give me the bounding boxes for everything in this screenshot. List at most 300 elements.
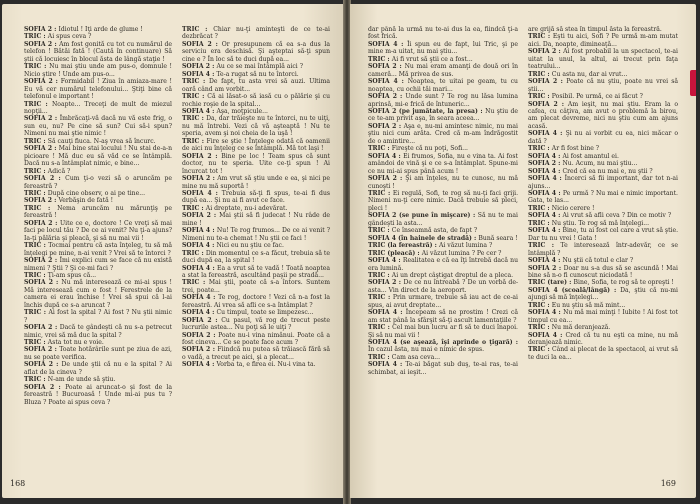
speaker-name: TRIC : bbox=[528, 33, 553, 41]
dialogue-line bbox=[368, 78, 518, 93]
dialogue-text: De unde ştii că nu e la spital ? Ai aflat de la cineva ? bbox=[24, 361, 172, 376]
speaker-name: TRIC : bbox=[24, 271, 48, 279]
speaker-name: TRIC : bbox=[24, 309, 49, 317]
dialogue-text: N-am de unde să ştiu. bbox=[47, 376, 116, 384]
dialogue-line bbox=[528, 220, 678, 227]
dialogue-line bbox=[528, 130, 678, 145]
speaker-name: TRIC : bbox=[182, 78, 210, 86]
dialogue-line bbox=[528, 145, 678, 152]
dialogue-line bbox=[368, 56, 518, 63]
dialogue-line bbox=[24, 384, 172, 406]
speaker-name: TRIC : bbox=[182, 115, 207, 123]
dialogue-text: Verbăşin de fată ! bbox=[58, 197, 114, 205]
dialogue-line bbox=[368, 309, 518, 324]
dialogue-line bbox=[368, 190, 518, 212]
speaker-name: SOFIA 4 : bbox=[182, 107, 217, 115]
speaker-name: TRIC : bbox=[182, 204, 206, 212]
speaker-name: TRIC : bbox=[528, 93, 552, 101]
speaker-name: TRIC : bbox=[368, 55, 392, 63]
dialogue-text: Fireşte că nu poţi, Sofi... bbox=[391, 145, 468, 153]
dialogue-text: Bine pe loc ! Team spus că sunt doctor, nu te speria. Uite ce-ţi spun ! Ai încurcat tot ! bbox=[182, 152, 330, 175]
dialogue-line bbox=[24, 33, 172, 40]
speaker-name: SOFIA 4 : bbox=[182, 294, 219, 302]
speaker-name: SOFIA 4 : bbox=[182, 242, 217, 250]
dialogue-text: Nu mă mai minţi ! Iubite ! Ai fost tot timpul cu ea... bbox=[528, 309, 678, 324]
dialogue-line bbox=[368, 93, 518, 108]
speaker-name: TRIC : bbox=[528, 70, 552, 78]
speaker-name: SOFIA 4 (în hainele de stradă) : bbox=[368, 234, 479, 242]
dialogue-text: Aşa, moţpicule... bbox=[216, 107, 268, 115]
dialogue-line bbox=[368, 235, 518, 242]
speaker-name: SOFIA 2 : bbox=[182, 331, 219, 339]
speaker-name: TRIC : bbox=[182, 249, 206, 257]
dialogue-text: Ei regulă, Sofi, te rog să nu-ţi faci griji. Nimeni nu-ţi cere nimic. Dacă trebuie să pleci, pleci ! bbox=[368, 189, 518, 212]
speaker-name: TRIC : bbox=[24, 100, 52, 108]
right-column-1 bbox=[368, 26, 518, 468]
speaker-name: TRIC : bbox=[182, 26, 214, 33]
dialogue-text: Da, ştiu că nu-mi ajungi să mă înţelegi... bbox=[528, 286, 678, 302]
dialogue-text: Nu ştiu de ce te-am privit aşa, în seara aceea... bbox=[368, 107, 518, 123]
speaker-name: SOFIA 4 : bbox=[368, 152, 404, 160]
dialogue-line bbox=[368, 361, 518, 376]
dialogue-line bbox=[24, 242, 172, 257]
dialogue-line bbox=[182, 63, 330, 70]
dialogue-line bbox=[368, 123, 518, 145]
dialogue-line bbox=[528, 287, 678, 302]
dialogue-line bbox=[368, 257, 518, 272]
dialogue-text: Tocmai pentru că asta înţeleg, tu să mă înţelegi pe mine, n-ai venit ? Vrei să te întorci ? bbox=[24, 242, 172, 257]
dialogue-text: Asta tot nu e voie. bbox=[47, 339, 104, 347]
dialogue-text: dar până la urmă nu te-ai dus la ea, fiindcă ţi-a fost frică. bbox=[368, 26, 518, 41]
dialogue-line bbox=[528, 153, 678, 160]
dialogue-text: În cazul ăsta, nu mai e nimic de spus. bbox=[368, 346, 485, 354]
speaker-name: SOFIA 2 : bbox=[182, 346, 218, 354]
speaker-name: TRIC : bbox=[368, 227, 392, 235]
left-column-2 bbox=[182, 26, 330, 468]
dialogue-text: Te-ai băgat sub duş, te-ai ras, te-ai schimbat, ai ieşit... bbox=[368, 361, 518, 376]
speaker-name: SOFIA 2 : bbox=[528, 48, 564, 56]
dialogue-line bbox=[528, 346, 678, 361]
dialogue-line bbox=[24, 376, 172, 383]
speaker-name: SOFIA 2 : bbox=[182, 40, 222, 48]
dialogue-text: Când ai plecat de la spectacol, ai vrut să te duci la ea... bbox=[528, 346, 678, 361]
dialogue-text: Bine, Sofia, te rog să te opreşti ! bbox=[573, 279, 674, 287]
dialogue-text: Am fost gonită cu tot cu numărul de telefon ! Bătăi fată ! (Caută în continuare) Să ştii că locuiesc în blocul ăsta de lângă staţie ! bbox=[24, 40, 172, 63]
dialogue-line bbox=[182, 265, 330, 280]
speaker-name: TRIC : bbox=[368, 145, 392, 153]
speaker-name: SOFIA 4 : bbox=[528, 152, 563, 160]
dialogue-text: Prin urmare, trebuie să iau act de ce-ai spus, ai avut dreptate... bbox=[368, 294, 518, 309]
speaker-name: SOFIA 2 : bbox=[528, 264, 564, 272]
dialogue-text: Nu mai ştiu unde am pus-o, domnule ! Nicio ştire ! Unde am pus-o... bbox=[24, 63, 172, 78]
dialogue-text: Nu ştiu. Te rog să mă înţelegi... bbox=[551, 219, 650, 227]
dialogue-text: Toate hotărârile sunt pe ziua de azi, nu se poate verifica. bbox=[24, 346, 172, 361]
dialogue-text: Începeam să ne prostim ! Crezi că am stat până la sfârşit să-ţi ascult lamentaţiile ? bbox=[368, 309, 518, 324]
dialogue-text: De ce nu întreabă ? De un vorbă de-asta... Vin direct de la aeroport. bbox=[368, 279, 518, 294]
speaker-name: SOFIA 4 : bbox=[182, 361, 217, 369]
dialogue-line bbox=[528, 212, 678, 219]
dialogue-text: Fiindcă nu putea să trăiască fără să o vadă, a trecut pe aici, şi a plecat... bbox=[182, 346, 330, 361]
speaker-name: SOFIA 4 : bbox=[368, 40, 408, 48]
dialogue-text: Nu ştii că totul e clar ? bbox=[562, 257, 634, 265]
dialogue-line bbox=[24, 346, 172, 361]
dialogue-line bbox=[528, 227, 678, 242]
dialogue-line bbox=[528, 78, 678, 93]
dialogue-text: Să nu te mai gândeşti la asta... bbox=[368, 212, 518, 227]
dialogue-line bbox=[24, 309, 172, 324]
dialogue-text: Ar fi fost bine ? bbox=[551, 145, 600, 153]
dialogue-line bbox=[368, 279, 518, 294]
speaker-name: SOFIA 4 : bbox=[182, 309, 217, 317]
dialogue-text: Am vrut să ştiu unde e ea, şi nici pe mine nu mă suportă ! bbox=[182, 175, 330, 190]
dialogue-line bbox=[368, 108, 518, 123]
speaker-name: SOFIA 4 (se aşează, îşi aprinde o ţigară) : bbox=[368, 339, 518, 347]
dialogue-text: Noaptea, te uitai pe geam, tu cu noaptea, cu ochii tăi mari... bbox=[368, 78, 518, 93]
dialogue-text: Ai fost probabil la un spectacol, te-ai uitat la unul, la altul, ai trecut prin faţa teatrului... bbox=[528, 48, 678, 71]
dialogue-text: De fapt, tu asta vrei să auzi. Ultima oară când am vorbit... bbox=[182, 78, 330, 93]
dialogue-line bbox=[182, 227, 330, 242]
dialogue-text: Ai un drept câştigat dreptul de a pleca. bbox=[391, 271, 514, 279]
speaker-name: SOFIA 4 : bbox=[528, 227, 563, 235]
dialogue-line bbox=[182, 309, 330, 316]
speaker-name: TRIC : bbox=[528, 204, 552, 212]
dialogue-text: Nu mă interesează ce mi-ai spus ! Mă interesează cum e fost ! Ferestrele de la camera ei erau închise ! Vrei să spui că l-ai închis după ce s-a aruncat ? bbox=[24, 279, 172, 309]
dialogue-text: Ai spus ceva ? bbox=[47, 33, 92, 41]
dialogue-line bbox=[368, 242, 518, 249]
speaker-name: SOFIA 2 : bbox=[368, 122, 404, 130]
dialogue-line bbox=[368, 153, 518, 175]
dialogue-line bbox=[528, 190, 678, 205]
speaker-name: SOFIA 2 : bbox=[182, 175, 218, 183]
page-number-left: 168 bbox=[10, 479, 26, 488]
dialogue-line bbox=[182, 242, 330, 249]
dialogue-line bbox=[368, 250, 518, 257]
dialogue-text: Ai fost amantul ei. bbox=[562, 152, 619, 160]
dialogue-text: Şi am înţeles, nu te cunosc, nu mă cunoşti ! bbox=[368, 175, 518, 190]
speaker-name: SOFIA 4 : bbox=[528, 212, 563, 220]
speaker-name: TRIC : bbox=[182, 137, 207, 145]
speaker-name: TRIC : bbox=[24, 137, 48, 145]
dialogue-line bbox=[182, 190, 330, 205]
speaker-name: SOFIA 4 : bbox=[368, 361, 406, 369]
dialogue-text: Îi spun eu de fapt, lui Tric, şi pe mine m-a uitat, nu mai ştiu... bbox=[368, 40, 518, 56]
dialogue-text: Trebuia să-ţi fi spus, te-ai fi dus după ea... Şi nu ai fi avut ce face. bbox=[182, 189, 330, 205]
dialogue-text: Te-a rugat să nu te întorci. bbox=[216, 70, 299, 78]
speaker-name: SOFIA 2 (se pune în mişcare) : bbox=[368, 212, 478, 220]
dialogue-line bbox=[368, 26, 518, 41]
dialogue-line bbox=[528, 26, 678, 33]
dialogue-text: Chiar nu-ţi aminteşti de ce te-ai dezbrăcat ? bbox=[182, 26, 330, 41]
dialogue-text: Au ce se mai întâmplă aici ? bbox=[216, 63, 303, 71]
speaker-name: TRIC : bbox=[528, 324, 552, 332]
page-number-right: 169 bbox=[660, 479, 676, 488]
dialogue-text: Nici eu nu ştiu ce fac. bbox=[216, 242, 284, 250]
dialogue-text: Din momentul ce s-a făcut, trebuia să te duci după ea, la spital ! bbox=[182, 249, 330, 265]
dialogue-line bbox=[528, 332, 678, 347]
dialogue-text: Da, dar trăieşte nu te întorci, nu te uiţi, nu mă întrebi. Vezi că vă aşteaptă ! Nu te speria, avem şi noi cheia de la uşă ! bbox=[182, 115, 330, 138]
dialogue-line bbox=[528, 279, 678, 286]
dialogue-text: Nu mă deranjează. bbox=[551, 324, 611, 332]
dialogue-text: Ai dreptate, nu-i adevărat. bbox=[205, 204, 288, 212]
dialogue-text: Te rog, doctore ! Vezi că n-a fost la fereastră. Ai vrea să afli ce s-a întâmplat ? bbox=[182, 294, 330, 309]
speaker-name: TRIC : bbox=[368, 294, 393, 302]
speaker-name: TRIC : bbox=[182, 93, 208, 101]
dialogue-text: Îmbrăcaţi-vă dacă nu vă este frig, o sun eu, nu? Pe cine să sun? Cui să-i spun? Nimeni nu mai ştie nimic ! bbox=[24, 115, 172, 138]
speaker-name: SOFIA 4 : bbox=[528, 309, 564, 317]
dialogue-text: Bună seara ! bbox=[478, 234, 518, 242]
dialogue-text: Eşti tu aici, Sofi ? Pe urmă m-am mutat aici. Da, noapte, dimineaţă... bbox=[528, 33, 678, 48]
speaker-name: SOFIA 4 : bbox=[528, 189, 563, 197]
speaker-name: TRIC : bbox=[24, 167, 48, 175]
speaker-name: SOFIA 2 : bbox=[24, 26, 59, 33]
speaker-name: SOFIA 4 : bbox=[368, 78, 408, 86]
dialogue-line bbox=[528, 33, 678, 48]
speaker-name: TRIC : bbox=[24, 63, 50, 71]
dialogue-text: Ai văzut lumina ? Pe cer ? bbox=[421, 249, 502, 257]
speaker-name: SOFIA 4 : bbox=[368, 257, 403, 265]
dialogue-line bbox=[368, 145, 518, 152]
dialogue-text: Şi nu ai vorbit cu ea, nici măcar o dată ? bbox=[528, 130, 678, 145]
dialogue-text: Nema aruncăm nu mărunţiş pe fereastră ! bbox=[24, 204, 172, 220]
speaker-name: SOFIA 2 : bbox=[24, 383, 66, 391]
dialogue-text: Bine, tu ai fost cel care a vrut să ştie. Dar tu nu vrei ! Gata ! bbox=[528, 227, 678, 242]
dialogue-line bbox=[182, 153, 330, 175]
speaker-name: SOFIA 2 : bbox=[24, 197, 59, 205]
dialogue-text: Mai ştii, poate că s-a întors. Suntem trei, poate... bbox=[182, 279, 330, 294]
dialogue-line bbox=[182, 26, 330, 41]
speaker-name: SOFIA 2 : bbox=[24, 257, 60, 265]
speaker-name: SOFIA 2 : bbox=[368, 175, 406, 183]
dialogue-text: Poate nu-i vina nimănui. Poate că a fost cineva... Ce se poate face acum ? bbox=[182, 331, 330, 347]
speaker-name: TRIC (pleacă) : bbox=[368, 249, 422, 257]
speaker-name: TRIC : bbox=[528, 301, 552, 309]
dialogue-text: Poate că nu ştiu, poate nu vrei să ştii... bbox=[528, 78, 678, 93]
dialogue-text: Adică ? bbox=[47, 167, 71, 175]
speaker-name: TRIC : bbox=[528, 219, 552, 227]
dialogue-line bbox=[528, 205, 678, 212]
dialogue-line bbox=[182, 93, 330, 108]
dialogue-line bbox=[528, 302, 678, 309]
speaker-name: SOFIA 2 : bbox=[368, 63, 405, 71]
dialogue-text: Eu nu ştiu să mă mint... bbox=[551, 301, 626, 309]
dialogue-text: Ea a vrut să te vadă ! Toată noaptea a stat la fereastră, ascultând paşii pe stradă... bbox=[182, 264, 330, 279]
dialogue-line bbox=[182, 294, 330, 309]
dialogue-line bbox=[182, 346, 330, 361]
dialogue-line bbox=[182, 108, 330, 115]
dialogue-text: Poate ai aruncat-o şi fost de la fereastră ! Bucuroasă ! Unde mi-ai pus tu ? Bluza ? Poate ai spus ceva ? bbox=[24, 383, 172, 406]
speaker-name: SOFIA 2 : bbox=[182, 212, 220, 220]
dialogue-line bbox=[182, 115, 330, 137]
speaker-name: SOFIA 2 : bbox=[182, 63, 217, 71]
left-column-1 bbox=[24, 26, 172, 468]
dialogue-text: Unde sunt ? Te rog nu lăsa lumina aprinsă, mi-e frică de întuneric... bbox=[368, 93, 518, 108]
dialogue-text: Nu! Te rog frumos... De ce ai venit ? Nimeni nu te-a chemat ! Nu ştii ce faci ! bbox=[182, 227, 330, 242]
dialogue-text: Posibil. Pe urmă, ce ai făcut ? bbox=[551, 93, 643, 101]
dialogue-line bbox=[24, 138, 172, 145]
dialogue-text: Încerci să fii important, dar tot n-ai ajuns... bbox=[528, 175, 678, 190]
speaker-name: TRIC : bbox=[182, 279, 209, 287]
dialogue-line bbox=[528, 324, 678, 331]
dialogue-line bbox=[24, 175, 172, 190]
speaker-name: SOFIA 2 : bbox=[24, 279, 62, 287]
dialogue-text: Îmi explici cum se face că nu există nimeni ? Ştii ? Şi ce-mi faci ? bbox=[24, 257, 172, 272]
speaker-name: TRIC : bbox=[368, 189, 393, 197]
dialogue-line bbox=[182, 175, 330, 190]
dialogue-line bbox=[24, 145, 172, 167]
dialogue-line bbox=[528, 93, 678, 100]
dialogue-text: Ai fi vrut să ştii ce a fost... bbox=[391, 55, 473, 63]
dialogue-text: Ce înseamnă asta, de fapt ? bbox=[391, 227, 478, 235]
dialogue-text: are grijă să stea în timpul ăsta la fereastră. bbox=[528, 26, 662, 33]
dialogue-text: Noapte... Treceţi de mult de miezul nopţii... bbox=[24, 100, 172, 115]
speaker-name: SOFIA 2 : bbox=[528, 78, 567, 86]
speaker-name: TRIC (la fereastră) : bbox=[368, 242, 440, 250]
dialogue-line bbox=[528, 101, 678, 131]
dialogue-text: Idiotul ! Îţi arde de glume ! bbox=[58, 26, 143, 33]
dialogue-text: Pe urmă ? Nu mai e nimic important. Gata, te las... bbox=[528, 189, 678, 205]
dialogue-line bbox=[182, 332, 330, 347]
speaker-name: SOFIA 2 (pe jumătate, la presa) : bbox=[368, 107, 486, 115]
dialogue-line bbox=[24, 190, 172, 197]
speaker-name: TRIC : bbox=[368, 271, 392, 279]
dialogue-text: Că ai lăsat-o să iasă cu o pălărie şi cu rochie roşie de la spital... bbox=[182, 93, 330, 108]
dialogue-text: Cred că tu nu eşti ca mine, nu mă deranjează nimic. bbox=[528, 331, 678, 347]
speaker-name: SOFIA 2 : bbox=[368, 279, 404, 287]
speaker-name: TRIC : bbox=[368, 353, 392, 361]
speaker-name: SOFIA 2 : bbox=[182, 316, 222, 324]
dialogue-text: Am ieşit, nu mai ştiu. Eram la o cafea, cu câţiva, am avut o problemă la birou, am plecat devreme, nici nu ştiu cum am ajuns acasă. bbox=[528, 100, 678, 130]
speaker-name: SOFIA 2 : bbox=[24, 145, 59, 153]
dialogue-text: Nu mai eram amanţi de două ori în cameră... Mă privea de sus. bbox=[368, 63, 518, 78]
dialogue-text: Vorba ta, e firea ei. Nu-i vina ta. bbox=[216, 361, 316, 369]
speaker-name: TRIC : bbox=[24, 33, 48, 41]
dialogue-line bbox=[24, 272, 172, 279]
dialogue-text: Ai văzut lumina ? bbox=[439, 242, 493, 250]
speaker-name: SOFIA 2 : bbox=[24, 78, 61, 86]
dialogue-text: Ai fost la spital ? Ai fost ? Nu ştii nimic ? bbox=[24, 309, 172, 324]
dialogue-text: Cu timpul, toate se limpezesc... bbox=[216, 309, 314, 317]
dialogue-line bbox=[368, 324, 518, 339]
speaker-name: SOFIA 4 : bbox=[182, 189, 222, 197]
speaker-name: SOFIA 4 : bbox=[182, 227, 217, 235]
dialogue-text: Ţi-am spus că... bbox=[47, 271, 97, 279]
speaker-name: SOFIA 4 : bbox=[528, 130, 566, 138]
speaker-name: TRIC : bbox=[24, 204, 58, 212]
dialogue-line bbox=[368, 354, 518, 361]
dialogue-text: Realitatea e că ea îţi întrebă dacă nu era lumină. bbox=[368, 257, 518, 272]
dialogue-line bbox=[182, 317, 330, 332]
speaker-name: SOFIA 2 : bbox=[368, 93, 406, 101]
speaker-name: TRIC : bbox=[24, 376, 48, 384]
speaker-name: TRIC : bbox=[368, 324, 393, 332]
speaker-name: TRIC : bbox=[528, 346, 552, 354]
dialogue-line bbox=[182, 71, 330, 78]
dialogue-text: Dacă te gândeşti că nu s-a petrecut nimic, vrei să mă duc la spital ? bbox=[24, 324, 172, 339]
dialogue-line bbox=[368, 63, 518, 78]
speaker-name: SOFIA 2 : bbox=[24, 115, 60, 123]
dialogue-line bbox=[24, 279, 172, 309]
dialogue-line bbox=[368, 41, 518, 56]
dialogue-line bbox=[528, 175, 678, 190]
dialogue-text: Nu. Acum, nu mai ştiu... bbox=[562, 160, 638, 168]
speaker-name: SOFIA 4 : bbox=[528, 167, 563, 175]
dialogue-line bbox=[24, 63, 172, 78]
dialogue-line bbox=[182, 250, 330, 265]
dialogue-text: Cred că ea nu mai e, nu ştii ? bbox=[562, 167, 653, 175]
dialogue-line bbox=[24, 257, 172, 272]
dialogue-line bbox=[368, 272, 518, 279]
speaker-name: TRIC (tare) : bbox=[528, 279, 574, 287]
dialogue-line bbox=[368, 339, 518, 354]
dialogue-text: Doar nu s-a dus să se ascundă ! Mai bine să n-o fi cunoscut niciodată ! bbox=[528, 264, 678, 279]
speaker-name: SOFIA 2 : bbox=[528, 160, 563, 168]
dialogue-text: Cum ţi-o vezi să o aruncăm pe fereastră ? bbox=[24, 175, 172, 190]
dialogue-text: După cine observ, o ai pe tine... bbox=[47, 189, 146, 197]
dialogue-line bbox=[368, 212, 518, 227]
dialogue-line bbox=[528, 265, 678, 280]
dialogue-text: Cel mai bun lucru ar fi să te duci înapoi. Şi să nu mai vii ! bbox=[368, 324, 518, 339]
dialogue-text: Fire se ştie ! Înţelege odată că oamenii de aici nu înţeleg ce se întâmplă. Mă tot laşi ! bbox=[182, 137, 330, 153]
speaker-name: SOFIA 4 (scoală/lângă) : bbox=[528, 286, 621, 294]
dialogue-line bbox=[528, 242, 678, 257]
dialogue-text: Uite ce e, doctore ! Ce vreţi să mai faci pe locul tău ? De ce ai venit? Nu ţi-a ajuns? Ia-ţi pălăria şi pleacă, şi să nu mai vii ! bbox=[24, 219, 172, 242]
dialogue-text: Mai bine stai locului ! Nu stai de-a-n picioare ! Mă duc eu să văd ce se întâmplă. Dacă nu s-a întâmplat nimic, e bine... bbox=[24, 145, 172, 168]
dialogue-text: Cam asa ceva... bbox=[391, 353, 441, 361]
dialogue-line bbox=[528, 71, 678, 78]
dialogue-text: Cu pasul, vă rog de trecut peste lucrurile astea... Nu poţi să le uiţi ? bbox=[182, 316, 330, 332]
dialogue-text: Te interesează într-adevăr, ce se întâmplă ? bbox=[528, 242, 678, 257]
dialogue-line bbox=[24, 220, 172, 242]
dialogue-line bbox=[24, 26, 172, 33]
dialogue-line bbox=[24, 197, 172, 204]
right-page bbox=[350, 4, 696, 498]
speaker-name: SOFIA 2 : bbox=[24, 40, 60, 48]
speaker-name: SOFIA 2 : bbox=[24, 175, 66, 183]
speaker-name: TRIC : bbox=[24, 339, 48, 347]
dialogue-text: Ai vrut să afli ceva ? Din ce motiv ? bbox=[562, 212, 672, 220]
dialogue-text: Să cauţi fiuca. N-aş vrea să încurc. bbox=[47, 137, 156, 145]
speaker-name: TRIC : bbox=[528, 145, 552, 153]
dialogue-line bbox=[182, 78, 330, 93]
speaker-name: SOFIA 4 : bbox=[528, 175, 565, 183]
dialogue-text: Or presupunem că ea s-a dus la serviciu era deschisă. Şi aşteptai să-ţi spun cine e ? În loc să te duci după ea... bbox=[182, 40, 330, 63]
speaker-name: SOFIA 4 : bbox=[528, 257, 563, 265]
dialogue-line bbox=[182, 361, 330, 368]
dialogue-line bbox=[528, 168, 678, 175]
dialogue-line bbox=[368, 175, 518, 190]
dialogue-text: Cu asta nu, dar ai vrut... bbox=[551, 70, 628, 78]
speaker-name: TRIC : bbox=[528, 242, 561, 250]
dialogue-line bbox=[182, 138, 330, 153]
speaker-name: SOFIA 2 : bbox=[24, 219, 60, 227]
dialogue-line bbox=[24, 115, 172, 137]
speaker-name: SOFIA 2 : bbox=[24, 361, 62, 369]
speaker-name: SOFIA 4 : bbox=[528, 331, 566, 339]
dialogue-line bbox=[182, 279, 330, 294]
dialogue-line bbox=[528, 309, 678, 324]
dialogue-text: Ei frumos, Sofia, nu e vina ta. Ai fost amândoi de vină şi e ce s-a întâmplat. Spune-mi ce nu mi-ai spus până acum ! bbox=[368, 152, 518, 175]
dialogue-text: Mai ştii să fi judecat ! Nu râde de mine ! bbox=[182, 212, 330, 227]
dialogue-line bbox=[528, 257, 678, 264]
dialogue-line bbox=[24, 361, 172, 376]
dialogue-line bbox=[368, 227, 518, 234]
dialogue-line bbox=[24, 168, 172, 175]
speaker-name: SOFIA 2 : bbox=[24, 346, 60, 354]
speaker-name: SOFIA 2 : bbox=[24, 324, 60, 332]
speaker-name: SOFIA 4 : bbox=[182, 70, 217, 78]
dialogue-text: Aşa e, nu-mi amintesc nimic, nu mai ştiu nici cum arăta. Cred că m-am îndrăgostit de o amintire... bbox=[368, 122, 518, 145]
dialogue-line bbox=[24, 101, 172, 116]
